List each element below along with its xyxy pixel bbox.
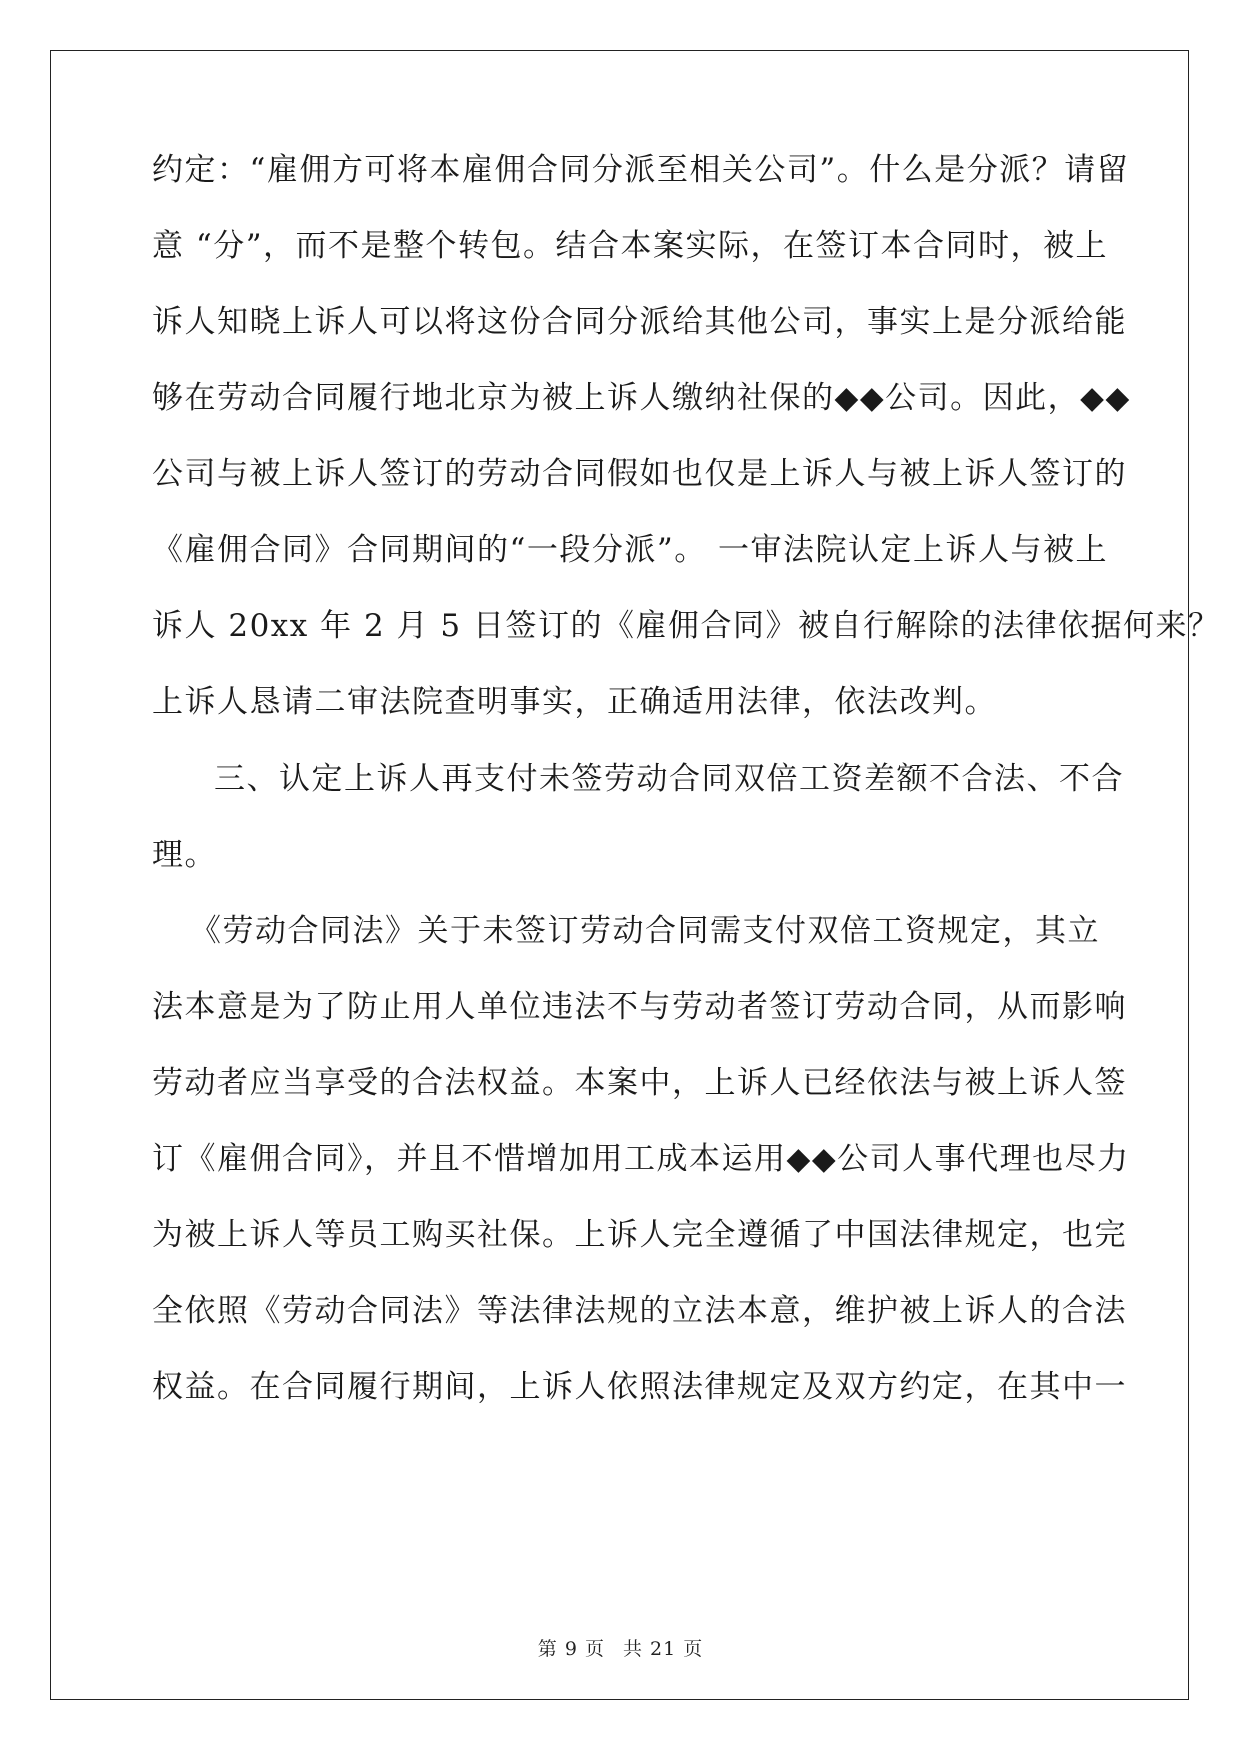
text-line: 意 “分”，而不是整个转包。结合本案实际，在签订本合同时，被上 [152, 228, 1109, 264]
text-line: 诉人 20xx 年 2 月 5 日签订的《雇佣合同》被自行解除的法律依据何来？ [152, 608, 1221, 644]
paragraph-first-line: 三、认定上诉人再支付未签劳动合同双倍工资差额不合法、不合 [214, 761, 1124, 797]
page-border [50, 50, 1189, 1700]
text-line: 《雇佣合同》合同期间的“一段分派”。 一审法院认定上诉人与被上 [152, 532, 1109, 568]
text-line: 上诉人恳请二审法院查明事实，正确适用法律，依法改判。 [152, 684, 997, 720]
text-line: 权益。在合同履行期间，上诉人依照法律规定及双方约定，在其中一 [152, 1369, 1127, 1405]
text-line: 为被上诉人等员工购买社保。上诉人完全遵循了中国法律规定，也完 [152, 1217, 1127, 1253]
text-line: 法本意是为了防止用人单位违法不与劳动者签订劳动合同，从而影响 [152, 989, 1127, 1025]
text-line: 劳动者应当享受的合法权益。本案中，上诉人已经依法与被上诉人签 [152, 1065, 1127, 1101]
page-footer [0, 1634, 1241, 1661]
page-number: 第 9 页 [537, 1638, 605, 1660]
text-line: 理。 [152, 837, 217, 873]
text-line: 全依照《劳动合同法》等法律法规的立法本意，维护被上诉人的合法 [152, 1293, 1127, 1329]
page-total: 共 21 页 [622, 1638, 704, 1660]
text-line: 公司与被上诉人签订的劳动合同假如也仅是上诉人与被上诉人签订的 [152, 456, 1127, 492]
text-line: 约定：“雇佣方可将本雇佣合同分派至相关公司”。什么是分派？请留 [152, 152, 1130, 188]
text-line: 诉人知晓上诉人可以将这份合同分派给其他公司，事实上是分派给能 [152, 304, 1127, 340]
text-line: 订《雇佣合同》，并且不惜增加用工成本运用◆◆公司人事代理也尽力 [152, 1141, 1130, 1177]
text-line: 够在劳动合同履行地北京为被上诉人缴纳社保的◆◆公司。因此，◆◆ [152, 380, 1131, 416]
paragraph-first-line: 《劳动合同法》关于未签订劳动合同需支付双倍工资规定，其立 [190, 913, 1100, 949]
